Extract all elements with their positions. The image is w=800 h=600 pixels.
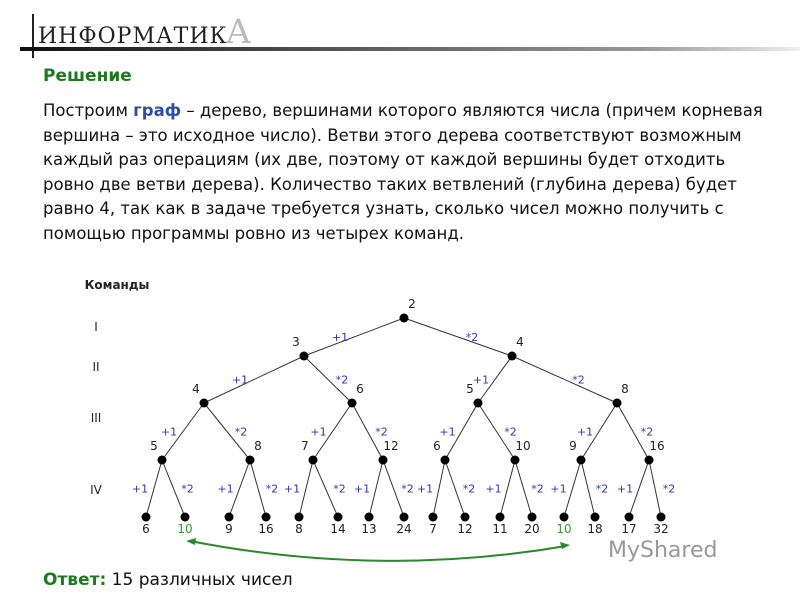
tree-edge xyxy=(299,460,313,517)
tree-node xyxy=(158,456,167,465)
level-label: II xyxy=(92,360,100,374)
tree-edge xyxy=(204,356,304,403)
tree-edge xyxy=(581,460,595,517)
op-label-plus: +1 xyxy=(231,373,249,387)
node-value: 8 xyxy=(254,439,262,453)
tree-node xyxy=(508,352,517,361)
node-value: 2 xyxy=(408,297,416,311)
leaf-value: 10 xyxy=(177,522,193,536)
op-label-plus: +1 xyxy=(283,482,301,496)
op-label-multiply: *2 xyxy=(401,482,414,496)
tree-node xyxy=(645,456,654,465)
op-label-plus: +1 xyxy=(616,482,634,496)
op-label-multiply: *2 xyxy=(572,373,585,387)
leaf-value: 16 xyxy=(258,522,274,536)
commands-label: Команды xyxy=(84,278,150,292)
tree-edge xyxy=(433,460,445,517)
op-label-multiply: *2 xyxy=(531,482,544,496)
tree-node xyxy=(334,513,343,522)
tree-node xyxy=(528,513,537,522)
leaf-value: 10 xyxy=(556,522,572,536)
op-label-plus: +1 xyxy=(576,425,594,439)
op-label-plus: +1 xyxy=(131,482,149,496)
op-label-multiply: *2 xyxy=(333,482,346,496)
tree-node xyxy=(441,456,450,465)
tree-node xyxy=(496,513,505,522)
op-label-plus: +1 xyxy=(331,331,349,344)
repeat-arrow xyxy=(190,541,566,561)
tree-edge xyxy=(515,460,532,517)
op-label-multiply: *2 xyxy=(181,482,194,496)
op-label-plus: +1 xyxy=(550,482,567,496)
node-value: 4 xyxy=(192,382,200,396)
tree-node xyxy=(461,513,470,522)
leaf-value: 14 xyxy=(330,522,346,536)
node-value: 9 xyxy=(569,439,577,453)
tree-node xyxy=(200,399,209,408)
tree-edge xyxy=(250,460,266,517)
node-value: 16 xyxy=(649,439,665,453)
tree-edge xyxy=(304,318,404,356)
tree-node xyxy=(309,456,318,465)
tree-edge xyxy=(146,460,162,517)
node-value: 6 xyxy=(433,439,441,453)
tree-node xyxy=(295,513,304,522)
node-value: 6 xyxy=(356,382,364,396)
tree-node xyxy=(429,513,438,522)
leaf-value: 8 xyxy=(295,522,303,536)
tree-edge xyxy=(500,460,515,517)
leaf-value: 9 xyxy=(225,522,233,536)
logo: ИНФОРМАТИКА xyxy=(38,12,253,52)
leaf-value: 18 xyxy=(587,522,603,536)
tree-edge xyxy=(369,460,383,517)
leaf-value: 20 xyxy=(524,522,540,536)
op-label-plus: +1 xyxy=(160,425,178,439)
node-value: 8 xyxy=(621,382,629,396)
tree-node xyxy=(142,513,151,522)
tree-node xyxy=(400,513,409,522)
tree-node xyxy=(591,513,600,522)
node-value: 5 xyxy=(150,439,158,453)
leaf-value: 6 xyxy=(142,522,150,536)
answer: Ответ: 15 различных чисел xyxy=(43,570,293,590)
leaf-value: 32 xyxy=(653,522,669,536)
tree-node xyxy=(300,352,309,361)
op-label-plus: +1 xyxy=(416,482,434,496)
leaf-value: 13 xyxy=(361,522,377,536)
op-label-plus: +1 xyxy=(353,482,371,496)
op-label-multiply: *2 xyxy=(465,331,479,344)
leaf-value: 17 xyxy=(621,522,637,536)
node-value: 10 xyxy=(515,439,531,453)
op-label-multiply: *2 xyxy=(504,425,517,439)
op-label-plus: +1 xyxy=(485,482,502,496)
op-label-plus: +1 xyxy=(310,425,327,439)
op-label-multiply: *2 xyxy=(265,482,279,496)
tree-node xyxy=(400,314,409,323)
arrowhead-icon xyxy=(186,538,196,545)
leaf-value: 12 xyxy=(457,522,473,536)
node-value: 3 xyxy=(292,335,300,349)
op-label-multiply: *2 xyxy=(234,425,248,439)
node-value: 12 xyxy=(383,439,399,453)
op-label-plus: +1 xyxy=(472,373,490,387)
op-label-multiply: *2 xyxy=(662,482,676,496)
tree-node xyxy=(625,513,634,522)
leaf-value: 24 xyxy=(396,522,412,536)
tree-node xyxy=(365,513,374,522)
watermark: MyShared xyxy=(608,538,718,563)
explanation-text: Построим граф – дерево, вершинами которого являются числа (причем корневая вершина – это исходное число). Ветви этого дерева соответствуют возможным каждый раз операциям (их две, поэтому от каждой вершины будет отходить ровно две ветви дерева). Количество таких ветвлений (глубина дерева) будет равно 4, так как в задаче требуется узнать, сколько чисел можно получить с помощью программы ровно из четырех команд. xyxy=(43,101,763,243)
tree-node xyxy=(225,513,234,522)
tree-node xyxy=(474,399,483,408)
op-label-multiply: *2 xyxy=(640,425,654,439)
op-label-multiply: *2 xyxy=(335,373,349,387)
level-label: IV xyxy=(90,483,102,497)
tree-edge xyxy=(512,356,617,403)
tree-node xyxy=(348,399,357,408)
tree-edge xyxy=(649,460,661,517)
level-label: III xyxy=(90,411,102,425)
tree-node xyxy=(181,513,190,522)
op-label-plus: +1 xyxy=(439,425,456,439)
tree-node xyxy=(657,513,666,522)
tree-node xyxy=(262,513,271,522)
tree-node xyxy=(560,513,569,522)
op-label-multiply: *2 xyxy=(462,482,476,496)
node-value: 5 xyxy=(466,382,474,396)
section-heading: Решение xyxy=(43,66,132,86)
op-label-plus: +1 xyxy=(217,482,234,496)
tree-node xyxy=(613,399,622,408)
op-label-multiply: *2 xyxy=(375,425,388,439)
node-value: 4 xyxy=(516,335,524,349)
tree-node xyxy=(379,456,388,465)
arrowhead-icon xyxy=(560,542,570,549)
node-value: 7 xyxy=(301,439,309,453)
tree-node xyxy=(511,456,520,465)
tree-edge xyxy=(404,318,512,356)
leaf-value: 7 xyxy=(429,522,437,536)
op-label-multiply: *2 xyxy=(595,482,609,496)
tree-node xyxy=(246,456,255,465)
tree-node xyxy=(577,456,586,465)
level-label: I xyxy=(94,320,98,334)
leaf-value: 11 xyxy=(492,522,508,536)
